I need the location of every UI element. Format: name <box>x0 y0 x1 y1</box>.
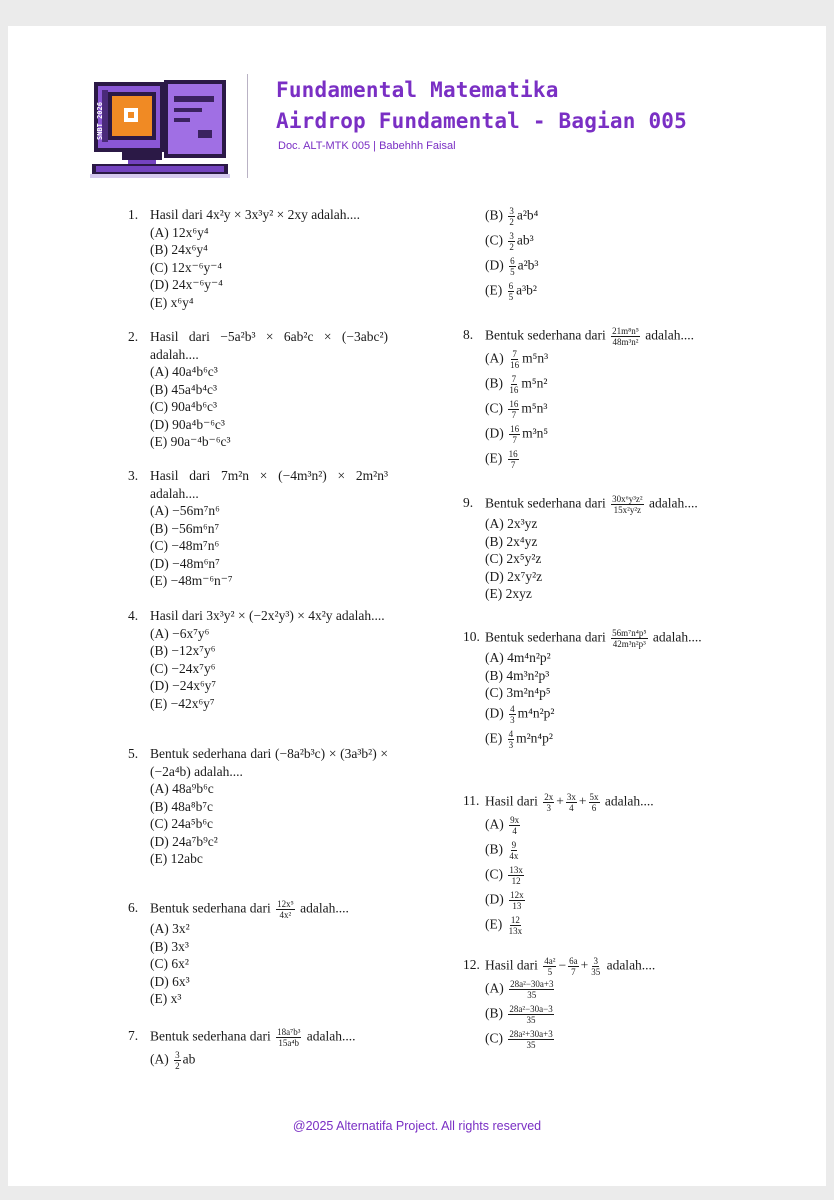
option-c: (C) $\frac{16}{7}$ m⁵n³ <box>485 399 548 420</box>
option-d: (D) 90a⁴b⁻⁶c³ <box>150 416 225 432</box>
option-e: (E) $\frac{4}{3}$ m²n⁴p² <box>485 728 553 750</box>
question-stem: Hasil dari 4x²y × 3x³y² × 2xy adalah.... <box>150 207 360 222</box>
option-c: (C) −24x⁷y⁶ <box>150 660 216 676</box>
doc-title: Fundamental Matematika <box>276 78 559 102</box>
option-c: (C) $\frac{3}{2}$ ab³ <box>485 231 534 252</box>
logo-text: SNBT 2026 <box>96 102 104 140</box>
option-c: (C) 90a⁴b⁶c³ <box>150 399 218 414</box>
question-number: 12. <box>463 957 480 972</box>
option-e: (E) 2xyz <box>485 586 532 601</box>
question-12 <box>463 956 723 1052</box>
question-3 <box>128 467 388 590</box>
question-stem: Hasil dari $\frac{2x}{3}$ + $\frac{3x}{4}$ + $\frac{5x}{6}$ adalah.... <box>485 792 654 813</box>
question-number: 9. <box>463 495 474 510</box>
option-c: (C) 3m²n⁴p⁵ <box>485 685 551 700</box>
question-number: 6. <box>128 900 139 915</box>
option-d: (D) 24a⁷b⁹c² <box>150 833 218 849</box>
question-2 <box>128 328 388 451</box>
option-c: (C) 24a⁵b⁶c <box>150 816 214 831</box>
option-e: (E) x³ <box>150 991 182 1006</box>
option-b: (B) 4m³n²p³ <box>485 667 550 683</box>
option-d: (D) $\frac{6}{5}$ a²b³ <box>485 256 539 277</box>
question-stem: Bentuk sederhana dari $\frac{\text{21m⁸n⁵}}{\text{48m³n²}}$ adalah.... <box>485 326 694 347</box>
option-a: (A) 12x⁶y⁴ <box>150 224 209 240</box>
option-d: (D) 6x³ <box>150 973 190 989</box>
option-b: (B) −12x⁷y⁶ <box>150 643 216 658</box>
option-d: (D) 2x⁷y²z <box>485 568 543 584</box>
question-7 <box>128 1027 388 1073</box>
question-stem: Hasil dari 7m²n × (−4m³n²) × 2m²n³ adalah.... <box>150 468 388 501</box>
option-a: (A) 40a⁴b⁶c³ <box>150 364 218 379</box>
option-e: (E) $\frac{6}{5}$ a³b² <box>485 281 537 302</box>
question-stem: Hasil dari 3x³y² × (−2x²y³) × 4x²y adalah.... <box>150 608 385 623</box>
question-stem: Hasil dari $\frac{\text{4a²}}{5}$ − $\frac{6a}{7}$ + $\frac{3}{35}$ adalah.... <box>485 956 656 977</box>
option-b: (B) $\frac{\text{28a²−30a−3}}{35}$ <box>485 1004 553 1025</box>
question-stem: Bentuk sederhana dari (−8a²b³c) × (3a³b²) × (−2a⁴b) adalah.... <box>150 746 388 779</box>
option-d: (D) $\frac{12x}{13}$ <box>485 890 524 911</box>
header-divider <box>247 74 248 178</box>
option-e: (E) 12abc <box>150 851 203 866</box>
question-10 <box>463 628 723 752</box>
option-b: (B) $\frac{9}{4x}$ <box>485 840 519 861</box>
option-a: (A) 48a⁹b⁶c <box>150 781 214 796</box>
option-a: (A) $\frac{9x}{4}$ <box>485 815 520 836</box>
question-number: 4. <box>128 608 139 623</box>
option-a: (A) $\frac{3}{2}$ ab <box>150 1050 196 1071</box>
option-c: (C) 2x⁵y²z <box>485 551 542 566</box>
option-a: (A) 4m⁴n²p² <box>485 650 551 665</box>
document-page <box>8 26 826 1186</box>
option-c: (C) $\frac{13x}{12}$ <box>485 865 523 886</box>
option-b: (B) −56m⁶n⁷ <box>150 520 220 536</box>
option-b: (B) 45a⁴b⁴c³ <box>150 381 218 397</box>
option-c: (C) $\frac{\text{28a²+30a+3}}{35}$ <box>485 1029 553 1050</box>
option-b: (B) 24x⁶y⁴ <box>150 242 208 257</box>
question-9 <box>463 494 723 603</box>
question-stem: Bentuk sederhana dari $\frac{\text{18a⁷b³}}{\text{15a⁴b}}$ adalah.... <box>150 1027 356 1048</box>
question-8 <box>463 326 723 472</box>
option-c: (C) −48m⁷n⁶ <box>150 538 220 553</box>
question-number: 2. <box>128 329 139 344</box>
option-d: (D) $\frac{4}{3}$ m⁴n²p² <box>485 703 555 725</box>
option-b: (B) 2x⁴yz <box>485 533 538 549</box>
question-1 <box>128 206 388 311</box>
option-c: (C) 12x⁻⁶y⁻⁴ <box>150 259 223 275</box>
question-7-continued <box>463 204 723 304</box>
question-11 <box>463 792 723 938</box>
option-e: (E) x⁶y⁴ <box>150 294 194 310</box>
question-number: 7. <box>128 1028 139 1043</box>
option-e: (E) $\frac{16}{7}$ <box>485 449 518 470</box>
question-number: 10. <box>463 629 480 644</box>
option-e: (E) 90a⁻⁴b⁻⁶c³ <box>150 434 231 449</box>
doc-subtitle: Airdrop Fundamental - Bagian 005 <box>276 109 687 133</box>
option-d: (D) $\frac{16}{7}$ m³n⁵ <box>485 424 549 445</box>
question-4 <box>128 607 388 712</box>
option-e: (E) $\frac{12}{13x}$ <box>485 915 523 936</box>
option-a: (A) $\frac{7}{16}$ m⁵n³ <box>485 349 549 370</box>
question-6 <box>128 899 388 1008</box>
footer-copyright: @2025 Alternatifa Project. All rights reserved <box>292 1119 542 1133</box>
option-b: (B) $\frac{3}{2}$ a²b⁴ <box>485 206 539 227</box>
option-b: (B) $\frac{7}{16}$ m⁵n² <box>485 374 548 395</box>
option-a: (A) −56m⁷n⁶ <box>150 503 220 518</box>
option-a: (A) 2x³yz <box>485 516 538 531</box>
question-number: 8. <box>463 327 474 342</box>
question-stem: Hasil dari −5a²b³ × 6ab²c × (−3abc²) adalah.... <box>150 329 388 362</box>
option-b: (B) 3x³ <box>150 938 189 954</box>
question-stem: Bentuk sederhana dari $\frac{\text{30x⁶y³z²}}{\text{15x²y²z}}$ adalah.... <box>485 494 698 515</box>
question-5 <box>128 745 388 868</box>
option-c: (C) 6x² <box>150 956 189 971</box>
option-b: (B) 48a⁸b⁷c <box>150 798 214 814</box>
question-number: 11. <box>463 793 480 808</box>
option-e: (E) −42x⁶y⁷ <box>150 695 215 711</box>
question-number: 3. <box>128 468 139 483</box>
option-a: (A) $\frac{\text{28a²−30a+3}}{35}$ <box>485 979 554 1000</box>
question-number: 5. <box>128 746 139 761</box>
question-stem: Bentuk sederhana dari $\frac{\text{56m⁷n⁴p⁵}}{\text{42m³n²p³}}$ adalah.... <box>485 628 702 649</box>
option-d: (D) −24x⁶y⁷ <box>150 678 217 693</box>
question-stem: Bentuk sederhana dari $\frac{\text{12x⁵}}{\text{4x²}}$ adalah.... <box>150 899 349 920</box>
option-d: (D) 24x⁻⁶y⁻⁴ <box>150 277 223 292</box>
question-number: 1. <box>128 207 139 222</box>
option-a: (A) 3x² <box>150 921 190 936</box>
option-d: (D) −48m⁶n⁷ <box>150 555 220 571</box>
option-e: (E) −48m⁻⁶n⁻⁷ <box>150 573 233 588</box>
doc-meta: Doc. ALT-MTK 005 | Babehhh Faisal <box>278 140 456 152</box>
retro-computer-logo <box>88 74 230 180</box>
option-a: (A) −6x⁷y⁶ <box>150 625 210 641</box>
